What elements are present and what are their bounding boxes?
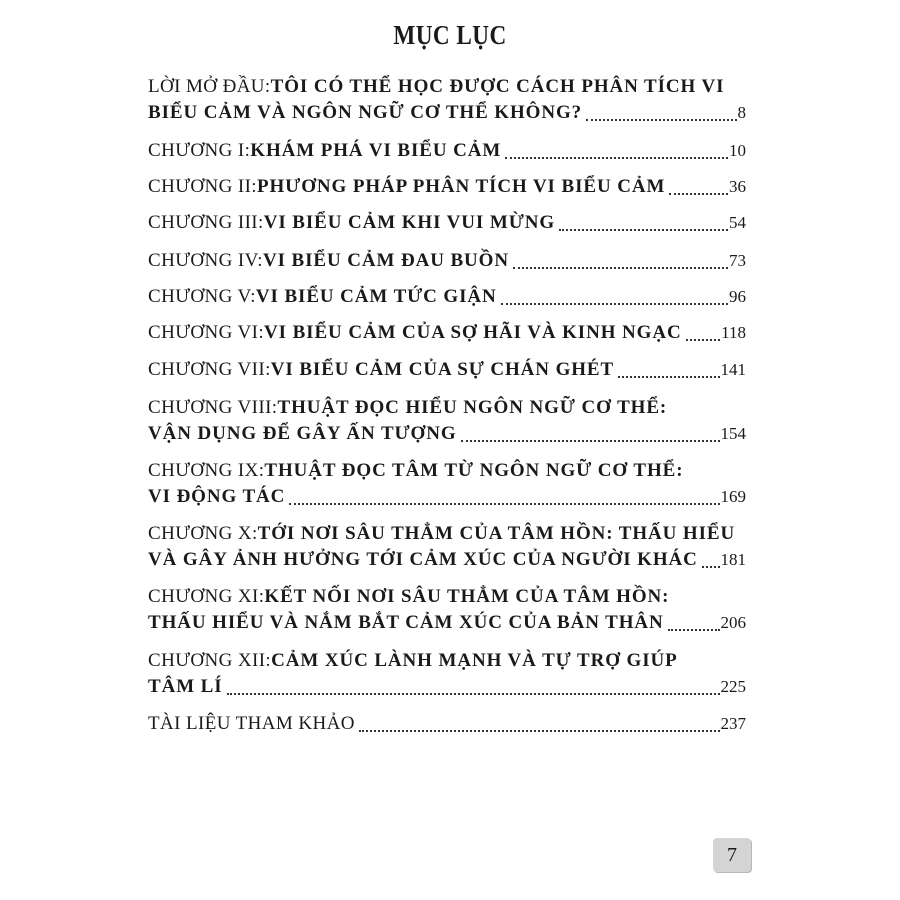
toc-entry-page: 73 <box>729 251 746 270</box>
toc-entry-chapter-4[interactable] <box>148 250 746 276</box>
page-title: MỤC LỤC <box>393 20 507 50</box>
toc-entry-title: TỚI NƠI SÂU THẲM CỦA TÂM HỒN: THẤU HIỂU <box>257 523 736 544</box>
toc-entry-line <box>148 286 746 312</box>
toc-entry-line <box>148 140 746 166</box>
toc-entry-title: VI BIỂU CẢM CỦA SỢ HÃI VÀ KINH NGẠC <box>264 322 682 343</box>
toc-entry-prefix: CHƯƠNG VI: <box>148 322 265 343</box>
toc-entry-page: 36 <box>729 177 746 196</box>
dot-leader <box>669 193 728 195</box>
toc-entry-prefix: CHƯƠNG III: <box>148 212 264 233</box>
toc-entry-line <box>148 76 746 102</box>
page-number: 7 <box>727 843 737 866</box>
toc-entry-chapter-1[interactable] <box>148 140 746 166</box>
toc-entry-title: VI BIỂU CẢM KHI VUI MỪNG <box>263 212 556 233</box>
toc-entry-chapter-9[interactable] <box>148 460 746 512</box>
toc-entry-line <box>148 176 746 202</box>
toc-entry-line <box>148 359 746 385</box>
toc-entry-page: 237 <box>720 714 746 733</box>
toc-entry-line <box>148 460 746 486</box>
toc-entry-page: 141 <box>720 360 746 379</box>
toc-entry-prefix: CHƯƠNG I: <box>148 140 251 161</box>
toc-entry-title: TÔI CÓ THỂ HỌC ĐƯỢC CÁCH PHÂN TÍCH VI <box>270 76 725 97</box>
dot-leader <box>586 119 736 121</box>
toc-entry-title: BIỂU CẢM VÀ NGÔN NGỮ CƠ THỂ KHÔNG? <box>148 102 583 123</box>
toc-entry-page: 8 <box>737 103 746 122</box>
toc-entry-title: THUẬT ĐỌC HIỂU NGÔN NGỮ CƠ THỂ: <box>277 397 668 418</box>
toc-entry-title: VI BIỂU CẢM TỨC GIẬN <box>255 286 497 307</box>
toc-entry-chapter-7[interactable] <box>148 359 746 385</box>
toc-entry-chapter-8[interactable] <box>148 397 746 449</box>
toc-entry-chapter-5[interactable] <box>148 286 746 312</box>
toc-entry-line <box>148 650 746 676</box>
toc-entry-preface[interactable] <box>148 76 746 128</box>
toc-entry-title: THẤU HIỂU VÀ NẮM BẮT CẢM XÚC CỦA BẢN THÂN <box>148 612 664 633</box>
dot-leader <box>289 503 719 505</box>
dot-leader <box>501 303 728 305</box>
toc-entry-page: 169 <box>720 487 746 506</box>
toc-entry-page: 10 <box>729 141 746 160</box>
toc-entry-prefix: LỜI MỞ ĐẦU: <box>148 76 271 97</box>
toc-entry-page: 54 <box>729 213 746 232</box>
toc-entry-prefix: CHƯƠNG IV: <box>148 250 263 271</box>
toc-entry-chapter-2[interactable] <box>148 176 746 202</box>
toc-entry-title: KHÁM PHÁ VI BIỂU CẢM <box>250 140 502 161</box>
toc-entry-title: KẾT NỐI NƠI SÂU THẲM CỦA TÂM HỒN: <box>264 586 670 607</box>
toc-entry-line <box>148 523 746 549</box>
page-number-badge <box>713 838 751 872</box>
toc-entry-prefix: CHƯƠNG V: <box>148 286 256 307</box>
toc-entry-chapter-12[interactable] <box>148 650 746 702</box>
toc-entry-line <box>148 549 746 575</box>
toc-entry-line <box>148 586 746 612</box>
toc-entry-prefix: CHƯƠNG X: <box>148 523 258 544</box>
toc-entry-line <box>148 250 746 276</box>
dot-leader <box>227 693 720 695</box>
toc-entry-title: PHƯƠNG PHÁP PHÂN TÍCH VI BIỂU CẢM <box>256 176 666 197</box>
dot-leader <box>559 229 728 231</box>
toc-entry-prefix: TÀI LIỆU THAM KHẢO <box>148 713 355 734</box>
toc-entry-title: VI ĐỘNG TÁC <box>148 486 286 507</box>
toc-entry-prefix: CHƯƠNG IX: <box>148 460 265 481</box>
dot-leader <box>702 566 720 568</box>
toc-entry-references[interactable] <box>148 713 746 739</box>
toc-entry-line <box>148 423 746 449</box>
toc-entry-title: CẢM XÚC LÀNH MẠNH VÀ TỰ TRỢ GIÚP <box>271 650 678 671</box>
toc-entry-line <box>148 676 746 702</box>
toc-entry-chapter-11[interactable] <box>148 586 746 638</box>
toc-entry-page: 206 <box>720 613 746 632</box>
toc-entry-line <box>148 397 746 423</box>
toc-entry-page: 181 <box>720 550 746 569</box>
toc-entry-line <box>148 713 746 739</box>
toc-entry-line <box>148 322 746 348</box>
toc-entry-prefix: CHƯƠNG XI: <box>148 586 265 607</box>
toc-entry-prefix: CHƯƠNG VII: <box>148 359 271 380</box>
dot-leader <box>686 339 721 341</box>
dot-leader <box>461 440 720 442</box>
dot-leader <box>505 157 728 159</box>
toc-entry-line <box>148 102 746 128</box>
dot-leader <box>618 376 719 378</box>
toc-entry-line <box>148 486 746 512</box>
toc-entry-page: 118 <box>721 323 746 342</box>
toc-entry-chapter-6[interactable] <box>148 322 746 348</box>
toc-entry-title: THUẬT ĐỌC TÂM TỪ NGÔN NGỮ CƠ THỂ: <box>264 460 684 481</box>
toc-entry-title: VI BIỂU CẢM ĐAU BUỒN <box>262 250 509 271</box>
toc-entry-page: 96 <box>729 287 746 306</box>
toc-entry-title: VẬN DỤNG ĐỂ GÂY ẤN TƯỢNG <box>148 423 457 444</box>
toc-entry-line <box>148 612 746 638</box>
toc-entry-chapter-10[interactable] <box>148 523 746 575</box>
toc-entry-prefix: CHƯƠNG XII: <box>148 650 272 671</box>
dot-leader <box>359 730 720 732</box>
toc-entry-prefix: CHƯƠNG II: <box>148 176 257 197</box>
toc-entry-page: 225 <box>720 677 746 696</box>
toc-entry-title: VÀ GÂY ẢNH HƯỞNG TỚI CẢM XÚC CỦA NGƯỜI KHÁC <box>148 549 698 570</box>
toc-entry-page: 154 <box>720 424 746 443</box>
toc-entry-chapter-3[interactable] <box>148 212 746 238</box>
toc-entry-title: VI BIỂU CẢM CỦA SỰ CHÁN GHÉT <box>270 359 615 380</box>
dot-leader <box>513 267 728 269</box>
toc-entry-title: TÂM LÍ <box>148 676 223 697</box>
toc-entry-line <box>148 212 746 238</box>
toc-entry-prefix: CHƯƠNG VIII: <box>148 397 278 418</box>
dot-leader <box>668 629 720 631</box>
